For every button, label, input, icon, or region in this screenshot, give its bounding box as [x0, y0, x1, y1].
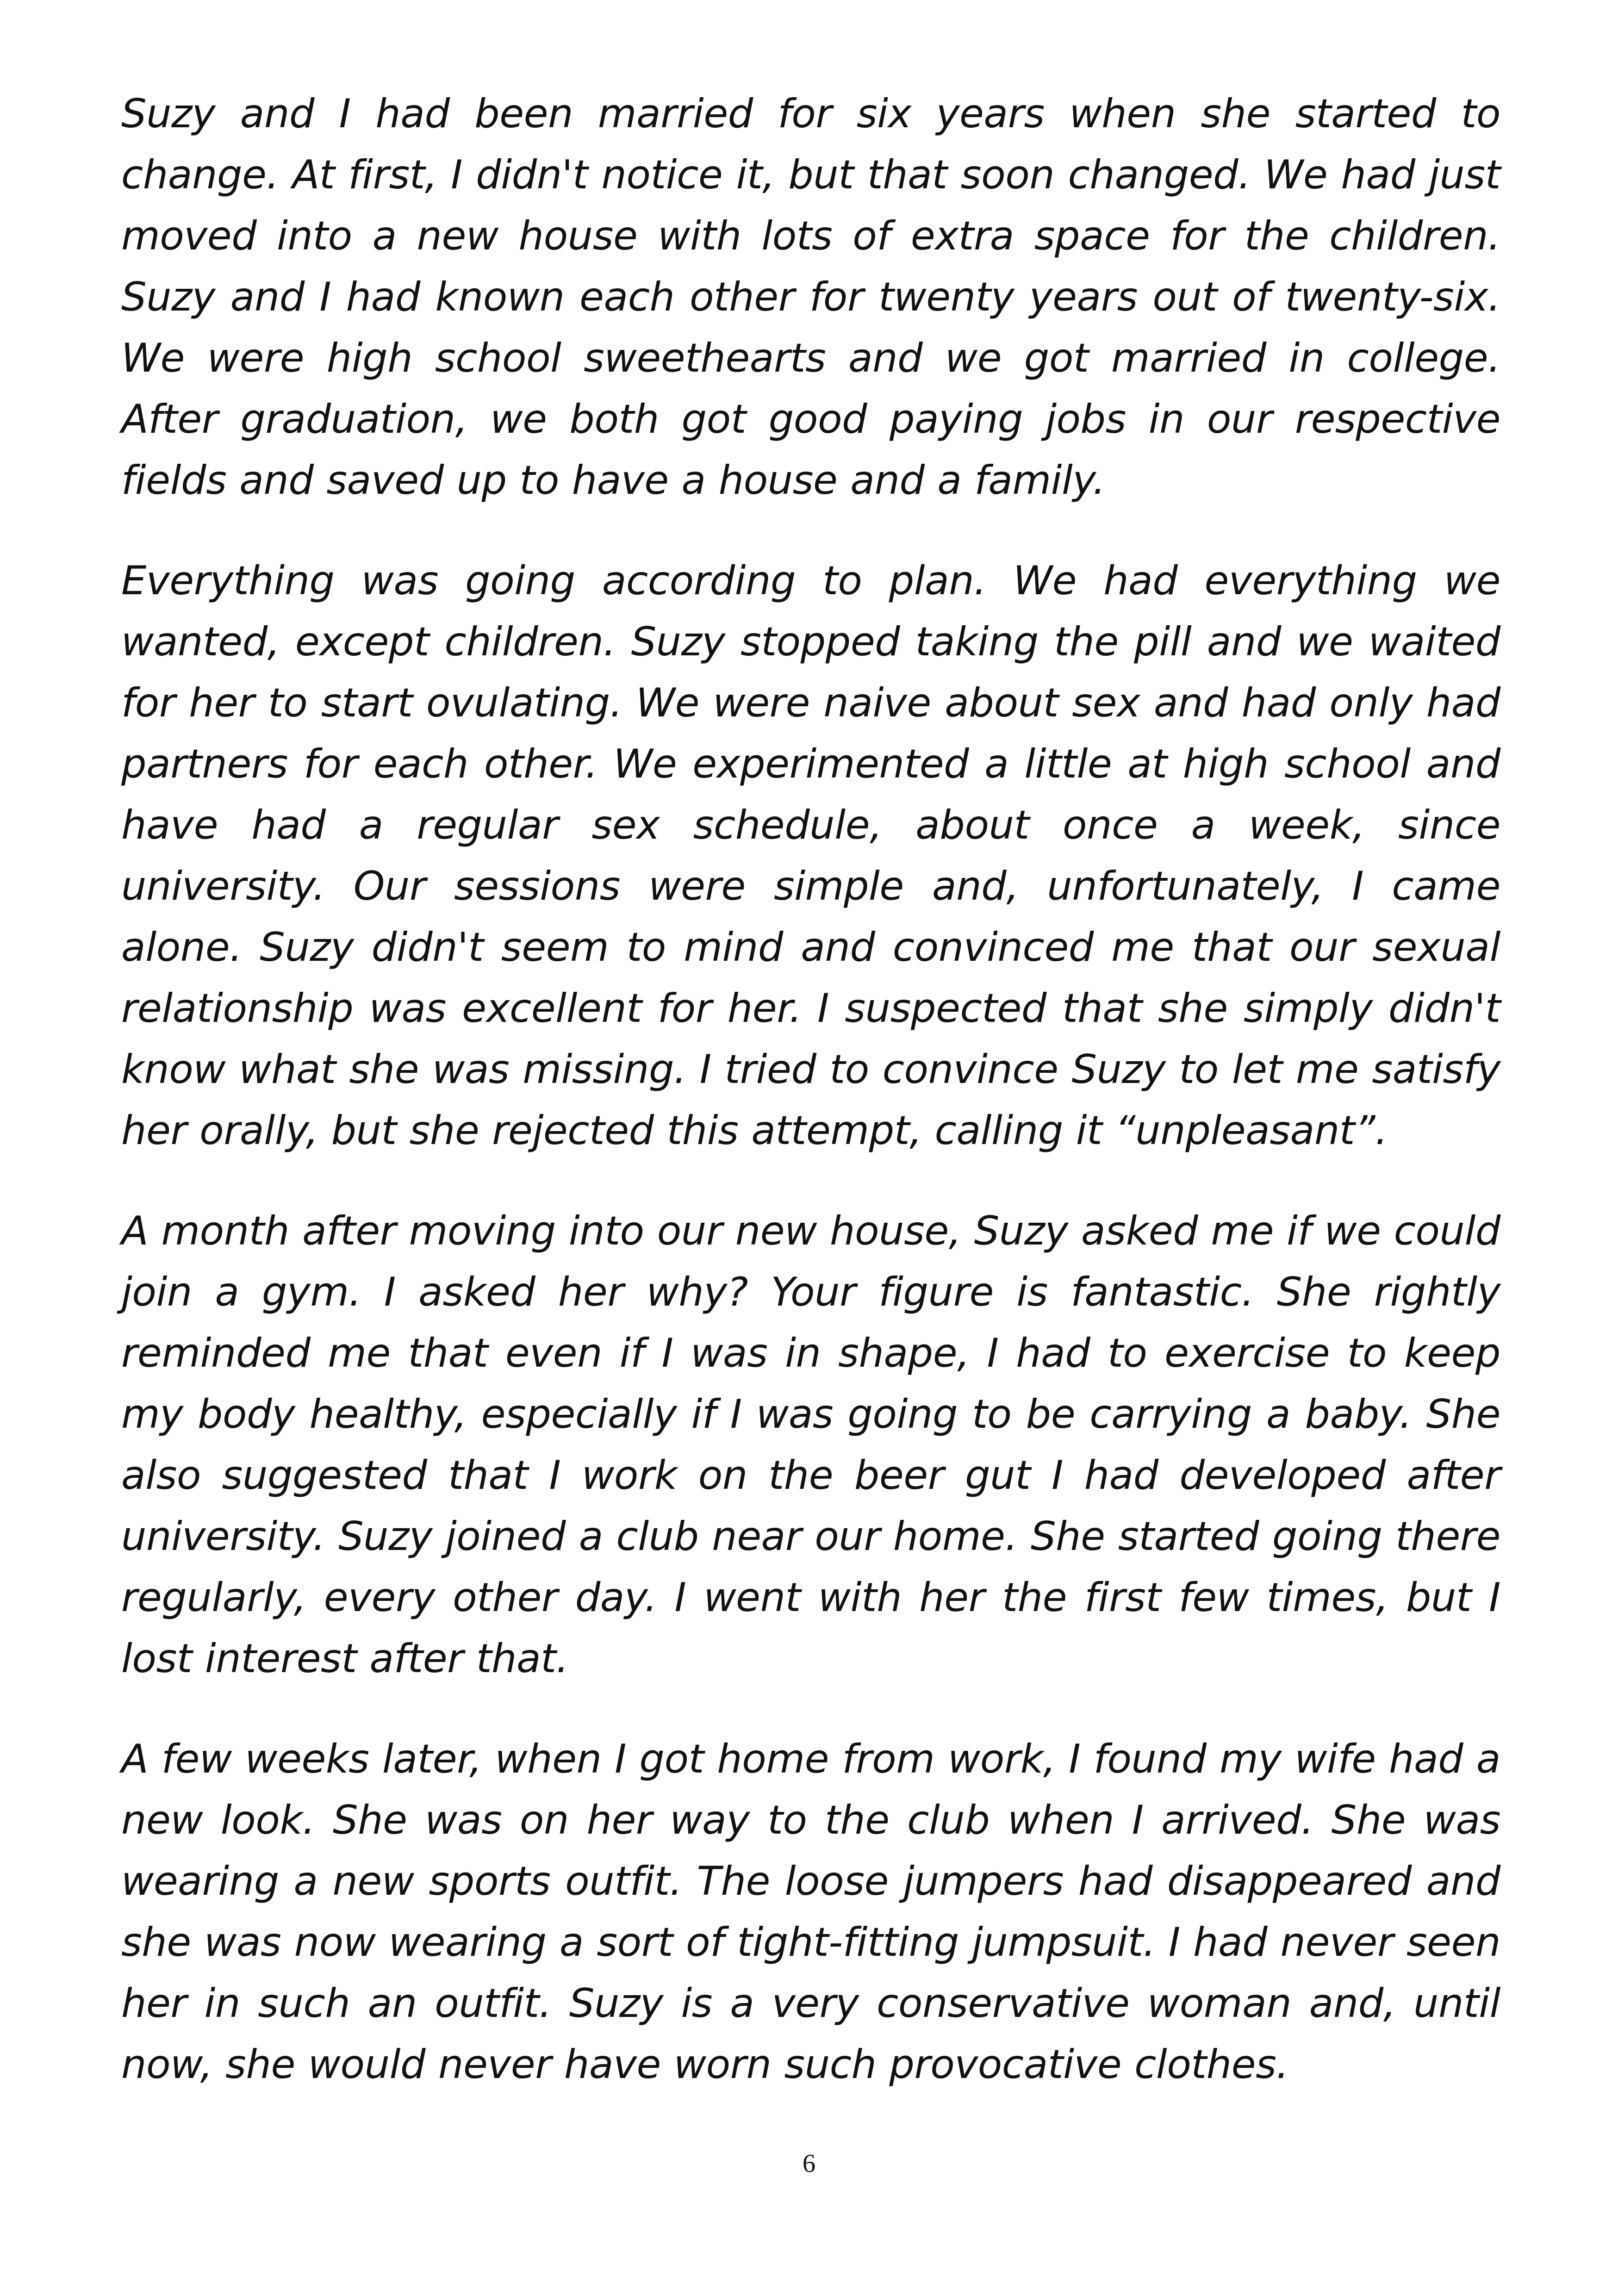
body-text	[121, 83, 1500, 2095]
paragraph-4: A few weeks later, when I got home from work, I found my wife had a new look. She was on her way to the club when I arrived. She was wearing a new sports outfit. The loose jumpers had disappeared and she was now wearing a sort of tight-fitting jumpsuit. I had never seen her in such an outfit. Suzy is a very conservative woman and, until now, she would never have worn such provocative clothes.	[121, 1736, 1500, 2088]
page-number: 6	[803, 2149, 815, 2178]
paragraph-2: Everything was going according to plan. We had everything we wanted, except children. Suzy stopped taking the pill and we waited for her to start ovulating. We were naive about sex and had only had partners for each other. We experimented a little at high school and have had a regular sex schedule, about once a week, since university. Our sessions were simple and, unfortunately, I came alone. Suzy didn't seem to mind and convinced me that our sexual relationship was excellent for her. I suspected that she simply didn't know what she was missing. I tried to convince Suzy to let me satisfy her orally, but she rejected this attempt, calling it “unpleasant”.	[121, 558, 1500, 1154]
paragraph-3: A month after moving into our new house, Suzy asked me if we could join a gym. I asked her why? Your figure is fantastic. She rightly reminded me that even if I was in shape, I had to exercise to keep my body healthy, especially if I was going to be carrying a baby. She also suggested that I work on the beer gut I had developed after university. Suzy joined a club near our home. She started going there regularly, every other day. I went with her the first few times, but I lost interest after that.	[121, 1208, 1500, 1682]
paragraph-1: Suzy and I had been married for six years when she started to change. At first, I didn't notice it, but that soon changed. We had just moved into a new house with lots of extra space for the children. Suzy and I had known each other for twenty years out of twenty-six. We were high school sweethearts and we got married in college. After graduation, we both got good paying jobs in our respective fields and saved up to have a house and a family.	[121, 91, 1500, 504]
